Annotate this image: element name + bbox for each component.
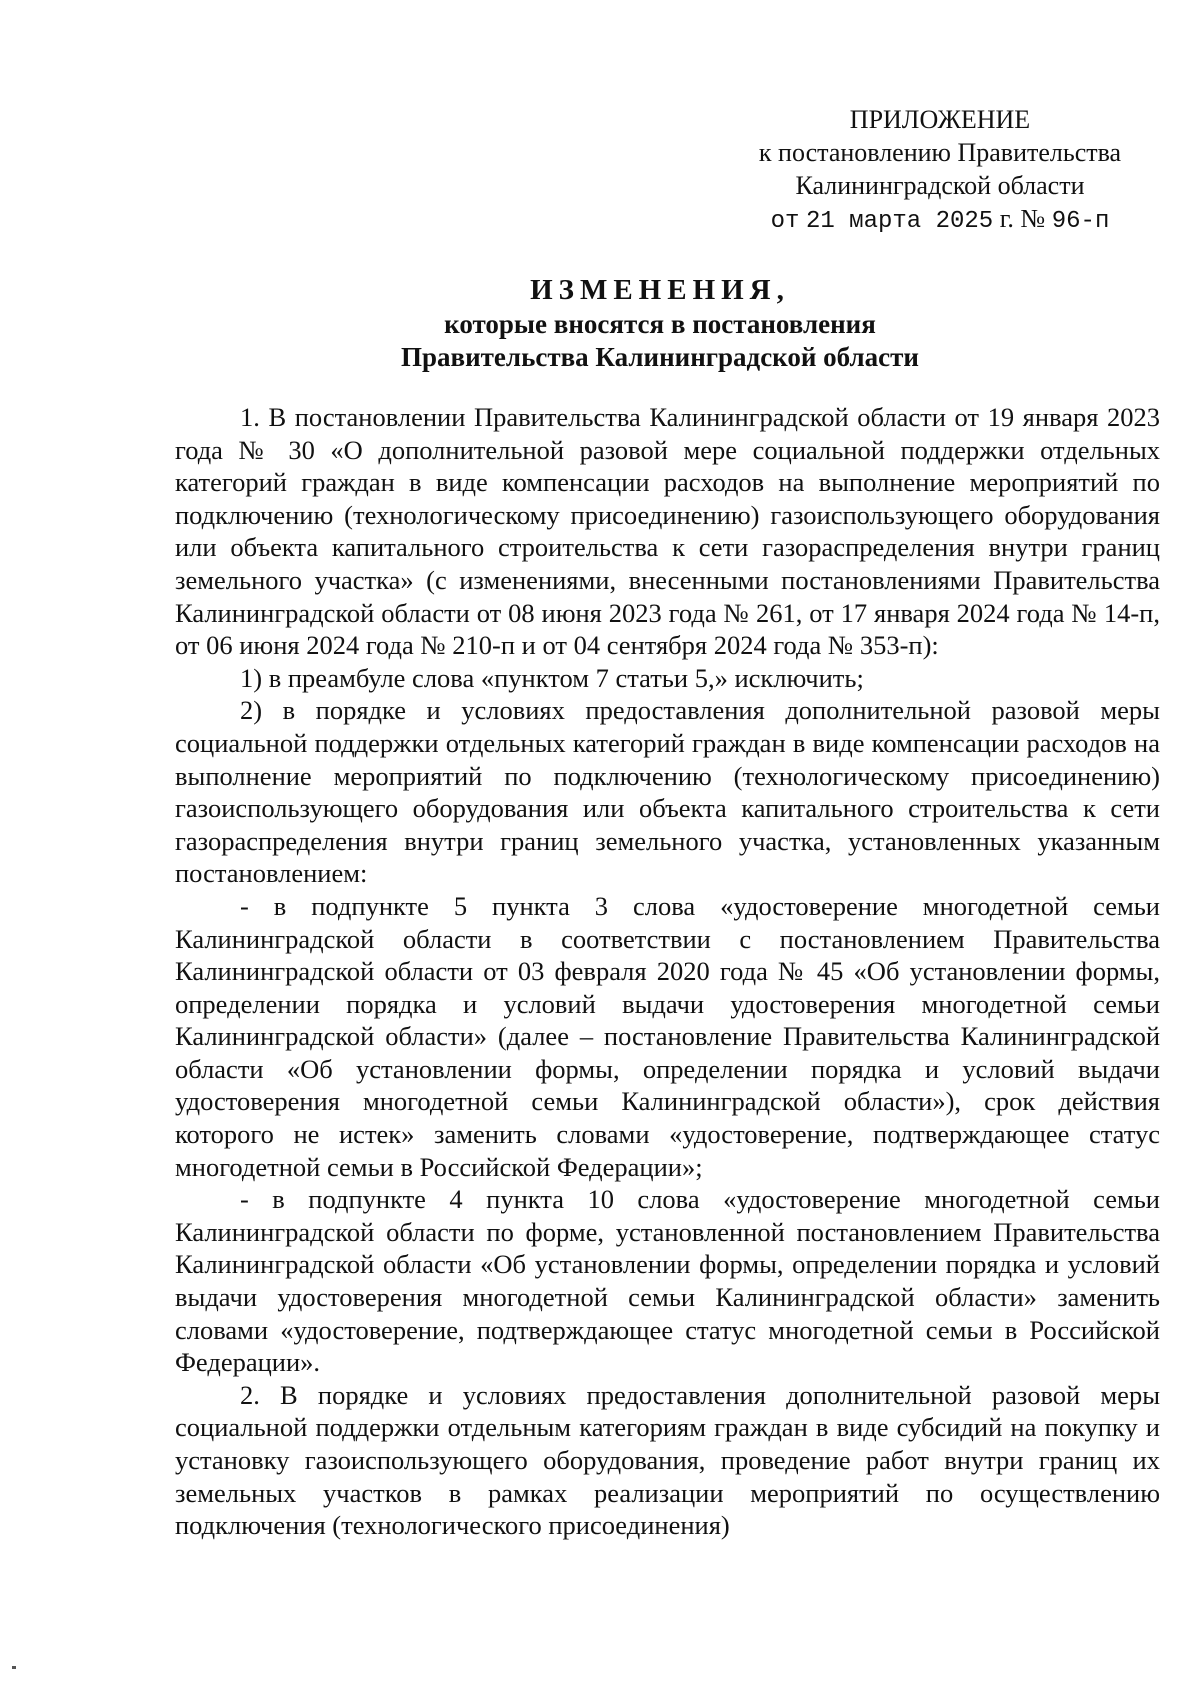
appendix-date-prefix: от <box>770 208 800 235</box>
paragraph-5: - в подпункте 4 пункта 10 слова «удостоверение многодетной семьи Калининградской области по форме, установленной постановлением Правительства Калининградской области «Об установлении формы, определении порядка и условий выдачи удостоверения многодетной семьи Калининградской области» заменить словами «удостоверение, подтверждающее статус многодетной семьи в Российской Федерации». <box>175 1184 1160 1378</box>
paragraph-4: - в подпункте 5 пункта 3 слова «удостоверение многодетной семьи Калининградской области в соответствии с постановлением Правительства Калининградской области от 03 февраля 2020 года № 45 «Об установлении формы, определении порядка и условий выдачи удостоверения многодетной семьи Калининградской области» (далее – постановление Правительства Калининградской области «Об установлении формы, определении порядка и условий выдачи удостоверения многодетной семьи Калининградской области»), срок действия которого не истек» заменить словами «удостоверение, подтверждающее статус многодетной семьи в Российской Федерации»; <box>175 890 1160 1182</box>
document-body <box>175 401 1160 1542</box>
appendix-date-line <box>730 202 1150 238</box>
appendix-date: 21 марта 2025 <box>805 208 994 235</box>
title-subtitle-2: Правительства Калининградской области <box>401 342 919 372</box>
appendix-number-prefix: г. № <box>999 204 1046 233</box>
scan-dot-mark <box>12 1666 16 1669</box>
appendix-header <box>730 103 1150 238</box>
appendix-line-1: к постановлению Правительства <box>758 138 1122 167</box>
appendix-line-2: Калининградской области <box>795 171 1085 200</box>
title-subtitle-1: которые вносятся в постановления <box>444 309 876 339</box>
appendix-heading: ПРИЛОЖЕНИЕ <box>849 105 1031 134</box>
paragraph-1: 1. В постановлении Правительства Калининградской области от 19 января 2023 года № 30 «О дополнительной разовой мере социальной поддержки отдельных категорий граждан в виде компенсации расходов на выполнение мероприятий по подключению (технологическому присоединению) газоиспользующего оборудования или объекта капитального строительства к сети газораспределения внутри границ земельного участка» (с изменениями, внесенными постановлениями Правительства Калининградской области от 08 июня 2023 года № 261, от 17 января 2024 года № 14-п, от 06 июня 2024 года № 210-п и от 04 сентября 2024 года № 353-п): <box>175 402 1160 661</box>
paragraph-6: 2. В порядке и условиях предоставления дополнительной разовой меры социальной поддержки отдельным категориям граждан в виде субсидий на покупку и установку газоиспользующего оборудования, проведение работ внутри границ их земельных участков в рамках реализации мероприятий по осуществлению подключения (технологического присоединения) <box>175 1379 1160 1541</box>
document-title <box>160 272 1160 374</box>
paragraph-3: 2) в порядке и условиях предоставления дополнительной разовой меры социальной поддержки отдельных категорий граждан в виде компенсации расходов на выполнение мероприятий по подключению (технологическому присоединению) газоиспользующего оборудования или объекта капитального строительства к сети газораспределения внутри границ земельного участка, установленных указанным постановлением: <box>175 695 1160 889</box>
appendix-number: 96-п <box>1051 208 1110 235</box>
paragraph-2: 1) в преамбуле слова «пунктом 7 статьи 5,» исключить; <box>240 662 864 693</box>
title-main: ИЗМЕНЕНИЯ, <box>530 274 790 306</box>
